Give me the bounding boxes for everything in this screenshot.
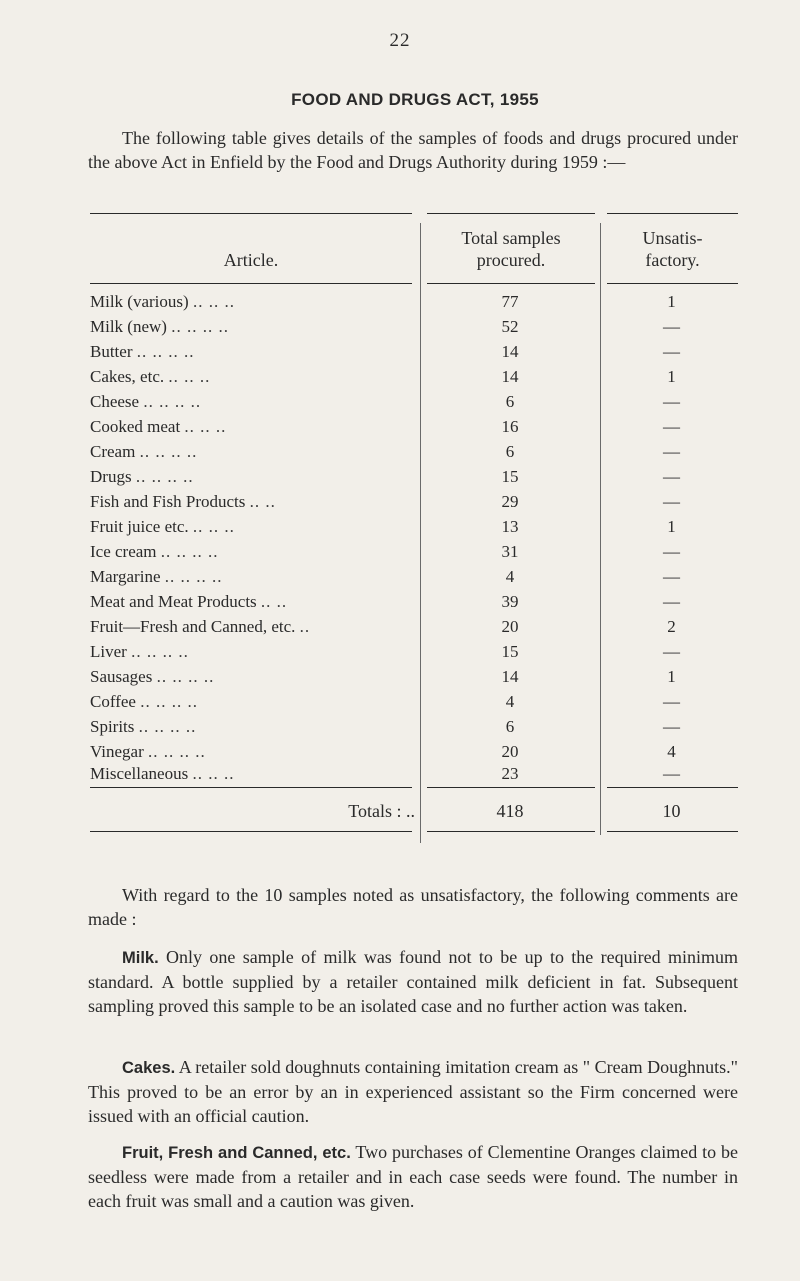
row-article: Fruit—Fresh and Canned, etc. .. [90,617,311,636]
row-unsatisfactory: — [663,567,680,586]
row-unsatisfactory: — [663,417,680,436]
row-total: 13 [501,517,519,536]
table-row [90,566,738,587]
row-article: Butter .. .. .. .. [90,342,195,361]
dot-leader: .. .. .. [192,764,235,783]
row-total: 31 [501,542,519,561]
page-number: 22 [389,30,411,51]
row-unsatisfactory: — [663,442,680,461]
header-rule [90,283,412,284]
totals-rule [607,787,738,788]
row-article: Coffee .. .. .. .. [90,692,198,711]
table-row [90,741,738,762]
header-rule [427,283,595,284]
page-title: FOOD AND DRUGS ACT, 1955 [291,90,539,109]
row-article: Cream .. .. .. .. [90,442,198,461]
row-article: Miscellaneous .. .. .. [90,764,235,783]
table-bottom-rule [427,831,595,832]
row-unsatisfactory: 1 [667,292,676,311]
row-unsatisfactory: — [663,467,680,486]
header-article: Article. [223,250,279,270]
table-row [90,291,738,312]
table-row [90,716,738,737]
row-article: Cheese .. .. .. .. [90,392,202,411]
row-unsatisfactory: — [663,342,680,361]
table-row [90,316,738,337]
comments-intro [88,883,738,931]
table-row [90,666,738,687]
row-total: 20 [501,742,519,761]
row-total: 6 [505,442,515,461]
row-total: 39 [501,592,519,611]
row-unsatisfactory: — [663,542,680,561]
row-article: Sausages .. .. .. .. [90,667,215,686]
intro-paragraph [88,126,738,174]
row-total: 6 [505,392,515,411]
comment-milk [88,945,738,1018]
totals-row [90,799,738,823]
table-row [90,616,738,637]
dot-leader: .. .. .. .. [138,717,197,736]
row-article: Drugs .. .. .. .. [90,467,194,486]
intro-text: The following table gives details of the samples of foods and drugs procured under the above Act in Enfield by the Food and Drugs Authority during 1959 :— [88,128,738,172]
row-article: Cooked meat .. .. .. [90,417,227,436]
row-unsatisfactory: — [663,717,680,736]
dot-leader: .. .. .. [184,417,227,436]
comment-lead: Cakes. [122,1059,176,1077]
table-row [90,641,738,662]
row-article: Vinegar .. .. .. .. [90,742,206,761]
row-total: 52 [501,317,519,336]
row-total: 23 [501,764,519,783]
dot-leader: .. .. .. .. [156,667,215,686]
row-total: 15 [501,467,519,486]
row-unsatisfactory: — [663,692,680,711]
dot-leader: .. .. [260,592,288,611]
row-total: 16 [501,417,519,436]
row-unsatisfactory: — [663,642,680,661]
dot-leader: .. .. .. .. [139,442,198,461]
table-row [90,763,738,784]
row-unsatisfactory: — [663,492,680,511]
row-article: Cakes, etc. .. .. .. [90,367,211,386]
table-row [90,391,738,412]
dot-leader: .. .. .. .. [136,342,195,361]
samples-table [90,205,738,865]
row-unsatisfactory: — [663,392,680,411]
totals-unsatisfactory: 10 [662,801,681,821]
row-total: 4 [505,567,515,586]
table-row [90,341,738,362]
totals-rule [427,787,595,788]
totals-total: 418 [496,801,524,821]
header-unsat-line2: factory. [645,250,700,270]
row-unsatisfactory: — [663,592,680,611]
row-article: Spirits .. .. .. .. [90,717,197,736]
row-total: 77 [501,292,519,311]
header-rule [607,283,738,284]
table-row [90,441,738,462]
row-total: 14 [501,367,519,386]
row-article: Margarine .. .. .. .. [90,567,223,586]
comment-text: Only one sample of milk was found not to be up to the required minimum standard. A bottle supplied by a retailer contained milk deficient in fat. Subsequent sampling proved this sample to be an isolated case and no further action was taken. [88,947,738,1016]
dot-leader: .. .. .. [192,517,235,536]
row-total: 6 [505,717,515,736]
row-total: 15 [501,642,519,661]
row-total: 4 [505,692,515,711]
row-total: 14 [501,342,519,361]
dot-leader: .. .. .. .. [147,742,206,761]
header-total-line1: Total samples [461,228,561,248]
table-top-rule [90,213,412,214]
row-article: Liver .. .. .. .. [90,642,189,661]
dot-leader: .. .. .. .. [171,317,229,336]
row-unsatisfactory: 1 [667,517,676,536]
row-total: 14 [501,667,519,686]
dot-leader: .. .. .. [192,292,235,311]
dot-leader: .. .. .. .. [143,392,202,411]
table-row [90,466,738,487]
table-bottom-rule [90,831,412,832]
row-unsatisfactory: — [663,764,680,783]
table-row [90,541,738,562]
table-bottom-rule [607,831,738,832]
row-total: 29 [501,492,519,511]
dot-leader: .. .. .. .. [131,642,189,661]
header-total [427,227,595,271]
dot-leader: .. .. .. .. [160,542,219,561]
row-article: Fish and Fish Products .. .. [90,492,276,511]
comment-lead: Fruit, Fresh and Canned, etc. [122,1144,351,1162]
table-row [90,491,738,512]
table-row [90,691,738,712]
header-total-line2: procured. [476,250,546,270]
table-row [90,366,738,387]
dot-leader: .. .. .. [168,367,211,386]
comments-intro-text: With regard to the 10 samples noted as unsatisfactory, the following comments are made : [88,885,738,929]
row-article: Fruit juice etc. .. .. .. [90,517,235,536]
row-unsatisfactory: 4 [667,742,676,761]
header-unsatisfactory [607,227,738,271]
table-row [90,516,738,537]
comment-text: A retailer sold doughnuts containing imitation cream as " Cream Doughnuts." This proved to be an error by an in experienced assistant so the Firm concerned were issued with an official caution. [88,1057,738,1126]
dot-leader: .. [406,801,415,821]
row-unsatisfactory: 2 [667,617,676,636]
dot-leader: .. .. .. .. [135,467,194,486]
dot-leader: .. [299,617,311,636]
table-top-rule [427,213,595,214]
row-unsatisfactory: — [663,317,680,336]
table-top-rule [607,213,738,214]
row-article: Milk (various) .. .. .. [90,292,235,311]
totals-label: Totals : .. [348,801,415,821]
header-unsat-line1: Unsatis- [642,228,703,248]
table-row [90,591,738,612]
row-unsatisfactory: 1 [667,367,676,386]
comment-lead: Milk. [122,949,159,967]
row-article: Milk (new) .. .. .. .. [90,317,229,336]
comment-cakes [88,1055,738,1128]
row-unsatisfactory: 1 [667,667,676,686]
row-total: 20 [501,617,519,636]
comment-text: Two purchases of Clementine Oranges claimed to be seedless were made from a retailer and in each case seeds were found. The number in each fruit was small and a caution was given. [88,1142,738,1211]
totals-rule [90,787,412,788]
row-article: Meat and Meat Products .. .. [90,592,288,611]
row-article: Ice cream .. .. .. .. [90,542,219,561]
dot-leader: .. .. .. .. [140,692,198,711]
comment-fruit [88,1140,738,1213]
table-row [90,416,738,437]
dot-leader: .. .. [249,492,276,511]
dot-leader: .. .. .. .. [164,567,223,586]
